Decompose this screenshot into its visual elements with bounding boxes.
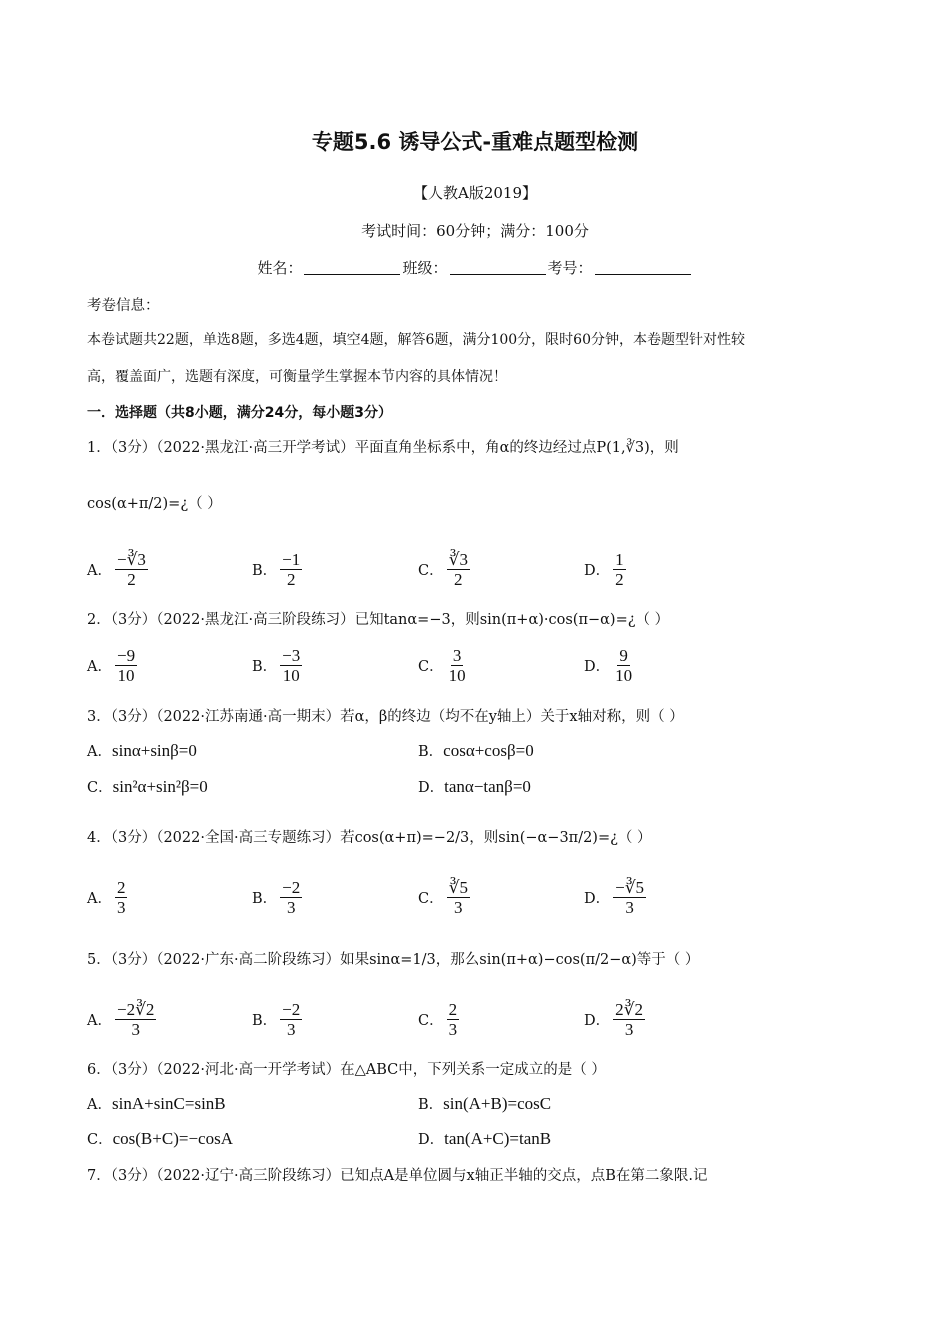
q2-stem: 2．（3分）（2022·黑龙江·高三阶段练习）已知tanα=−3，则sin(π+α)·cos(π−α)=¿（ ） xyxy=(87,612,670,628)
info-line-2: 高，覆盖面广，选题有深度，可衡量学生掌握本节内容的具体情况！ xyxy=(87,369,507,385)
q3-option-b: B． cosα+cosβ=0 xyxy=(418,740,534,760)
q2-d-frac: $\frac{9}{10}$ xyxy=(615,646,633,685)
q6-option-b: B． sin(A+B)=cosC xyxy=(418,1093,552,1113)
student-fields xyxy=(0,257,950,278)
q2-option-c: C． $\frac{3}{10}$ xyxy=(418,646,466,685)
q1-a-frac: $\frac{-∛3}{2}$ xyxy=(116,550,146,589)
q7-stem: 7．（3分）（2022·辽宁·高三阶段练习）已知点A是单位圆与x轴正半轴的交点，点B在第二象限.记 xyxy=(87,1168,708,1184)
class-label: 班级： xyxy=(402,259,448,277)
q3-option-d: D． tanα−tanβ=0 xyxy=(418,776,531,796)
q1-expr: cos(α+π/2)=¿（ ） xyxy=(87,496,222,512)
q4-option-c: C． $\frac{∛5}{3}$ xyxy=(418,878,468,917)
q5-option-c: C． $\frac{2}{3}$ xyxy=(418,1000,458,1039)
edition: 【人教A版2019】 xyxy=(412,184,537,202)
q6-option-a: A． sinA+sinC=sinB xyxy=(87,1093,226,1113)
q2-option-a: A． $\frac{-9}{10}$ xyxy=(87,646,136,685)
q5-option-a: A． $\frac{-2∛2}{3}$ xyxy=(87,1000,155,1039)
q1-d-frac: $\frac{1}{2}$ xyxy=(615,550,624,589)
q5-option-b: B． $\frac{-2}{3}$ xyxy=(252,1000,301,1039)
q3-option-a: A． sinα+sinβ=0 xyxy=(87,740,197,760)
q4-a-frac: $\frac{2}{3}$ xyxy=(116,878,126,917)
q1-option-d: D． $\frac{1}{2}$ xyxy=(584,550,624,589)
q5-c-frac: $\frac{2}{3}$ xyxy=(448,1000,458,1039)
q1-b-frac: $\frac{-1}{2}$ xyxy=(282,550,301,589)
section-heading: 一．选择题（共8小题，满分24分，每小题3分） xyxy=(87,405,392,421)
q5-a-frac: $\frac{-2∛2}{3}$ xyxy=(116,1000,155,1039)
info-line-1: 本卷试题共22题，单选8题，多选4题，填空4题，解答6题，满分100分，限时60分钟，本卷题型针对性较 xyxy=(87,332,745,348)
q4-option-d: D． $\frac{-∛5}{3}$ xyxy=(584,878,645,917)
name-blank xyxy=(304,260,400,275)
q3-stem: 3．（3分）（2022·江苏南通·高一期末）若α，β的终边（均不在y轴上）关于x轴对称，则（ ） xyxy=(87,709,684,725)
q2-b-frac: $\frac{-3}{10}$ xyxy=(282,646,301,685)
q1-option-a: A． $\frac{-∛3}{2}$ xyxy=(87,550,146,589)
class-blank xyxy=(450,260,546,275)
q3-option-c: C． sin²α+sin²β=0 xyxy=(87,776,208,796)
q6-stem: 6．（3分）（2022·河北·高一开学考试）在△ABC中，下列关系一定成立的是（ ） xyxy=(87,1062,606,1078)
q2-option-d: D． $\frac{9}{10}$ xyxy=(584,646,633,685)
q4-c-frac: $\frac{∛5}{3}$ xyxy=(448,878,468,917)
q5-stem: 5．（3分）（2022·广东·高二阶段练习）如果sinα=1/3，那么sin(π+α)−cos(π/2−α)等于（ ） xyxy=(87,952,700,968)
q6-option-d: D． tan(A+C)=tanB xyxy=(418,1128,552,1148)
id-label: 考号： xyxy=(547,259,593,277)
q5-b-frac: $\frac{-2}{3}$ xyxy=(282,1000,301,1039)
q5-d-frac: $\frac{2∛2}{3}$ xyxy=(615,1000,643,1039)
info-heading: 考卷信息： xyxy=(87,298,160,314)
q4-option-a: A． $\frac{2}{3}$ xyxy=(87,878,126,917)
name-label: 姓名： xyxy=(257,259,303,277)
id-blank xyxy=(595,260,691,275)
q2-option-b: B． $\frac{-3}{10}$ xyxy=(252,646,301,685)
q5-option-d: D． $\frac{2∛2}{3}$ xyxy=(584,1000,643,1039)
q4-stem: 4．（3分）（2022·全国·高三专题练习）若cos(α+π)=−2/3，则sin(−α−3π/2)=¿（ ） xyxy=(87,830,652,846)
q1-c-frac: $\frac{∛3}{2}$ xyxy=(448,550,468,589)
q4-b-frac: $\frac{-2}{3}$ xyxy=(282,878,301,917)
q1-option-c: C． $\frac{∛3}{2}$ xyxy=(418,550,468,589)
q1-option-b: B． $\frac{-1}{2}$ xyxy=(252,550,301,589)
q6-option-c: C． cos(B+C)=−cosA xyxy=(87,1128,233,1148)
exam-info: 考试时间：60分钟；满分：100分 xyxy=(361,222,589,240)
page-title: 专题5.6 诱导公式-重难点题型检测 xyxy=(311,130,639,154)
q4-d-frac: $\frac{-∛5}{3}$ xyxy=(615,878,645,917)
q1-stem: 1．（3分）（2022·黑龙江·高三开学考试）平面直角坐标系中，角α的终边经过点P(1,∛3)，则 xyxy=(87,440,679,456)
q2-c-frac: $\frac{3}{10}$ xyxy=(448,646,466,685)
q4-option-b: B． $\frac{-2}{3}$ xyxy=(252,878,301,917)
q2-a-frac: $\frac{-9}{10}$ xyxy=(116,646,136,685)
